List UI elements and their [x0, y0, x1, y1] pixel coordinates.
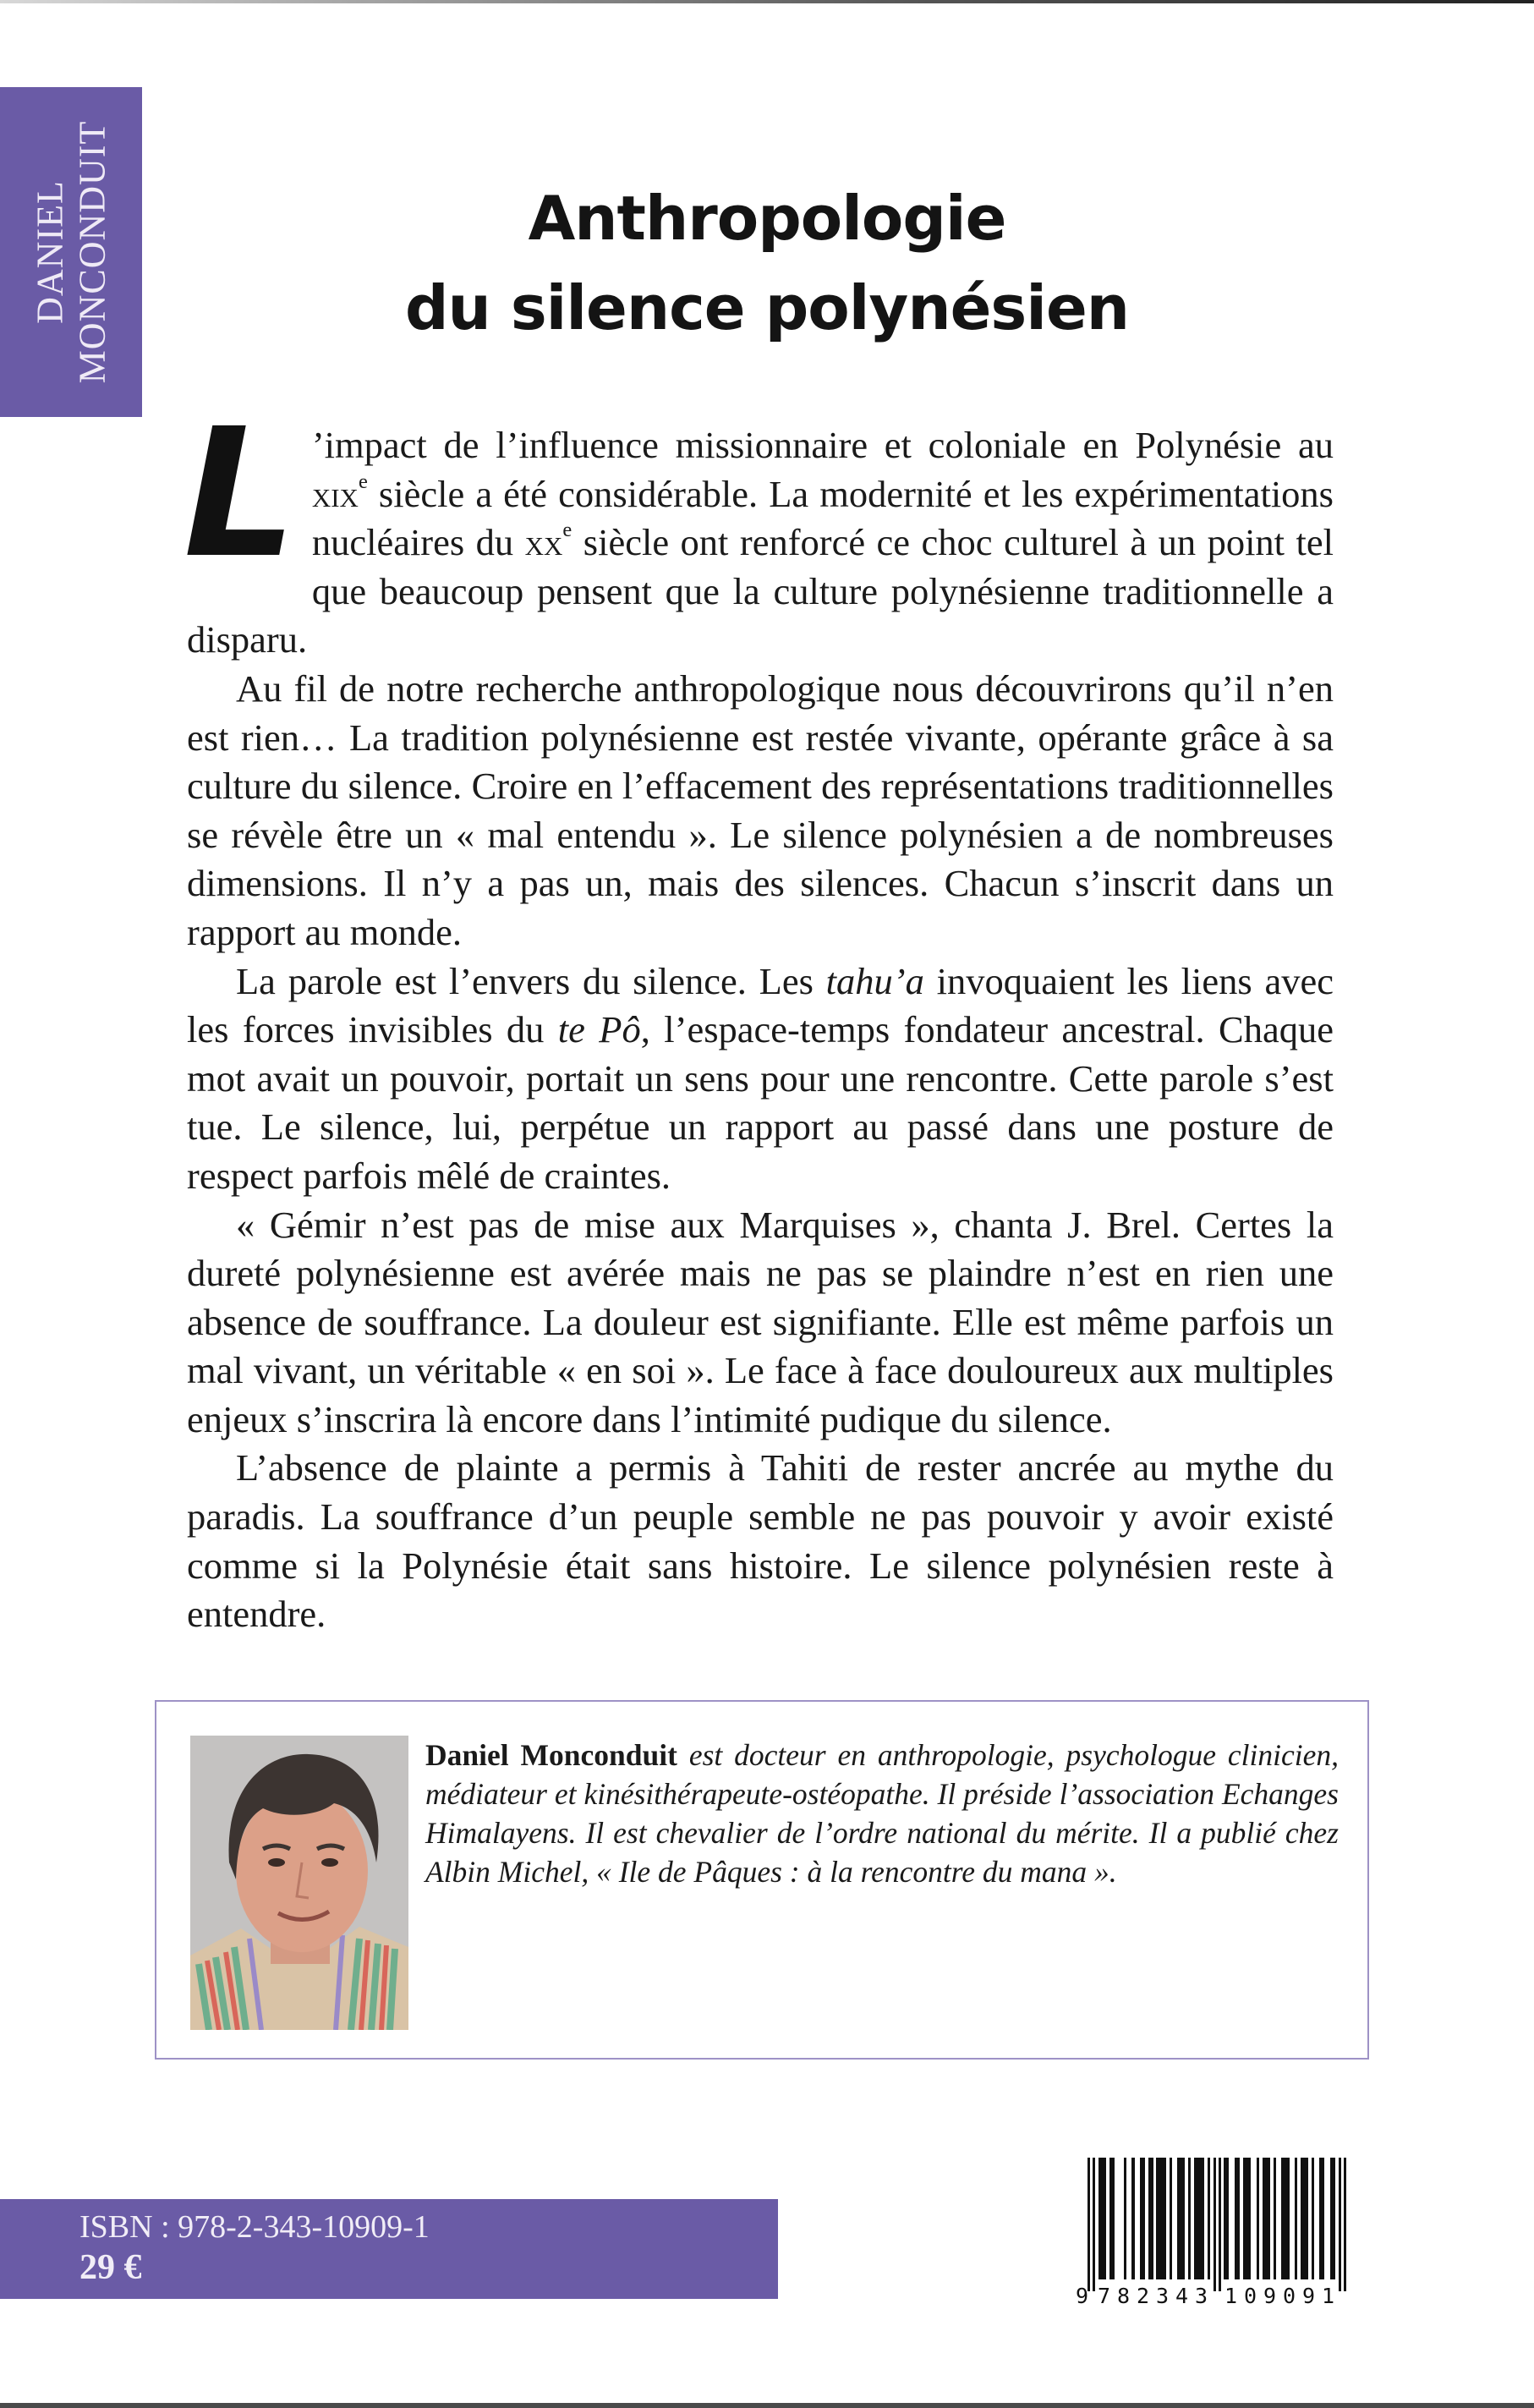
title-line-1: Anthropologie [528, 183, 1006, 254]
price-label: 29 € [79, 2248, 142, 2287]
isbn-label: ISBN : 978-2-343-10909-1 [79, 2209, 430, 2245]
author-bio-name: Daniel Monconduit [425, 1738, 677, 1772]
blurb-paragraph-5: L’absence de plainte a permis à Tahiti de rester ancrée au mythe du paradis. La souffrance d’un peuple semble ne pas pouvoir y avoir existé comme si la Polynésie était sans histoire. Le silence polynésien reste à entendre. [187, 1446, 1334, 1636]
author-band [0, 87, 142, 417]
blurb-paragraph-4: « Gémir n’est pas de mise aux Marquises », chanta J. Brel. Certes la dureté polynésienne est avérée mais ne pas se plaindre n’est en rien une absence de souffrance. La douleur est signifiante. Elle est même parfois un mal vivant, un véritable « en soi ». Le face à face douloureux aux multiples enjeux s’inscrira là encore dans l’intimité pudique du silence. [187, 1203, 1334, 1440]
author-bio-box [155, 1700, 1369, 2060]
author-first-name: DANIEL [29, 180, 70, 324]
isbn-barcode [1076, 2151, 1355, 2320]
portrait-image-icon [190, 1736, 408, 2030]
author-photo [190, 1736, 408, 2030]
book-title [254, 173, 1280, 353]
isbn-price-band [0, 2199, 778, 2299]
author-name-vertical [29, 121, 113, 384]
term-te-po: te Pô [557, 1008, 641, 1051]
barcode-icon [1076, 2151, 1355, 2320]
blurb-paragraph-3: La parole est l’envers du silence. Les tahu’a invoquaient les liens avec les forces invisibles du te Pô, l’espace-temps fondateur ancestral. Chaque mot avait un pouvoir, portait un sens pour une rencontre. Cette parole s’est tue. Le silence, lui, perpétue un rapport au passé dans une posture de respect parfois mêlé de craintes. [187, 959, 1334, 1197]
svg-text:782343: 782343 [1098, 2284, 1208, 2308]
author-bio-text: Daniel Monconduit est docteur en anthropologie, psychologue clinicien, médiateur et kinésithérapeute-ostéopathe. Il préside l’association Echanges Himalayens. Il est chevalier de l’ordre national du mérite. Il a publié chez Albin Michel, « Ile de Pâques : à la rencontre du mana ». [425, 1738, 1339, 1889]
scan-bottom-edge [0, 2403, 1534, 2408]
author-last-name: MONCONDUIT [71, 120, 112, 384]
scan-top-edge [0, 0, 1534, 3]
blurb-paragraph-2: Au fil de notre recherche anthropologique nous découvrirons qu’il n’en est rien… La tradition polynésienne est restée vivante, opérante grâce à sa culture du silence. Croire en l’effacement des représentations traditionnelles se révèle être un « mal entendu ». Le silence polynésien a de nombreuses dimensions. Il n’y a pas un, mais des silences. Chacun s’inscrit dans un rapport au monde. [187, 666, 1334, 953]
svg-text:109091: 109091 [1224, 2284, 1334, 2308]
blurb-paragraph-1: L ’impact de l’influence missionnaire et coloniale en Polynésie au xix$^e$ siècle a été considérable. La modernité et les expérimentations nucléaires du $xx^e$ siècle ont renforcé ce choc culturel à un point tel que beaucoup pensent que la culture polynésienne traditionnelle a disparu. [184, 390, 1334, 661]
svg-text:9: 9 [1076, 2284, 1089, 2308]
term-tahua: tahu’a [825, 959, 924, 1002]
drop-cap: L [184, 390, 297, 597]
title-line-2: du silence polynésien [404, 272, 1130, 343]
blurb [184, 390, 1334, 1639]
